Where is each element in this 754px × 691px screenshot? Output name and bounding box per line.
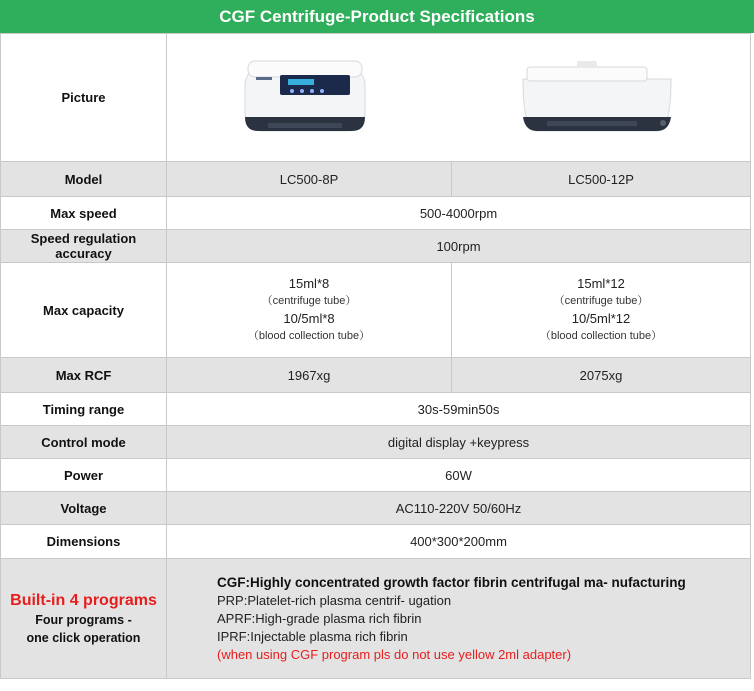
centrifuge-lc500-12p-image — [517, 53, 677, 143]
capacity-line: （blood collection tube） — [247, 330, 371, 342]
row-label: Max speed — [1, 197, 167, 230]
capacity-line: 10/5ml*12 — [571, 311, 631, 326]
program-warning: (when using CGF program pls do not use yellow 2ml adapter) — [217, 646, 572, 662]
row-programs — [1, 559, 751, 679]
product-pictures — [167, 34, 751, 162]
spec-table — [0, 33, 751, 679]
row-label: Dimensions — [1, 525, 167, 559]
capacity-line: （centrifuge tube） — [553, 295, 649, 307]
control-value: digital display +keypress — [167, 426, 751, 459]
row-label: Voltage — [1, 492, 167, 525]
rcf-lc500-8p: 1967xg — [167, 358, 452, 393]
row-dimensions — [1, 525, 751, 559]
capacity-line: 15ml*8 — [288, 276, 330, 291]
programs-list — [167, 559, 751, 679]
model-lc500-8p: LC500-8P — [167, 162, 452, 197]
programs-heading: Built-in 4 programs — [10, 591, 157, 609]
row-max-speed — [1, 197, 751, 230]
row-label: Max RCF — [1, 358, 167, 393]
row-voltage — [1, 492, 751, 525]
program-aprf: APRF:High-grade plasma rich fibrin — [217, 610, 422, 626]
model-lc500-12p: LC500-12P — [452, 162, 751, 197]
capacity-line: （blood collection tube） — [539, 330, 663, 342]
capacity-line: 15ml*12 — [577, 276, 625, 291]
max-speed-value: 500-4000rpm — [167, 197, 751, 230]
row-label: Control mode — [1, 426, 167, 459]
page-title: CGF Centrifuge-Product Specifications — [0, 0, 754, 33]
row-label: Power — [1, 459, 167, 492]
centrifuge-lc500-8p-image — [240, 53, 370, 143]
row-control — [1, 426, 751, 459]
capacity-line: 10/5ml*8 — [283, 311, 335, 326]
dimensions-value: 400*300*200mm — [167, 525, 751, 559]
row-label: Max capacity — [1, 263, 167, 358]
row-model — [1, 162, 751, 197]
row-label: Model — [1, 162, 167, 197]
programs-subtitle: Four programs - — [35, 612, 132, 627]
program-cgf: CGF:Highly concentrated growth factor fibrin centrifugal ma- nufacturing — [217, 574, 686, 590]
capacity-lc500-12p — [452, 263, 751, 358]
row-label: Timing range — [1, 393, 167, 426]
row-max-capacity — [1, 263, 751, 358]
row-max-rcf — [1, 358, 751, 393]
power-value: 60W — [167, 459, 751, 492]
row-label: Speed regulation accuracy — [1, 230, 167, 263]
programs-label — [1, 559, 167, 679]
program-prp: PRP:Platelet-rich plasma centrif- ugation — [217, 592, 452, 608]
speed-accuracy-value: 100rpm — [167, 230, 751, 263]
row-label: Picture — [1, 34, 167, 162]
row-speed-accuracy — [1, 230, 751, 263]
row-power — [1, 459, 751, 492]
row-timing — [1, 393, 751, 426]
capacity-lc500-8p — [167, 263, 452, 358]
program-iprf: IPRF:Injectable plasma rich fibrin — [217, 628, 408, 644]
programs-subtitle: one click operation — [26, 630, 141, 645]
capacity-line: （centrifuge tube） — [261, 295, 357, 307]
voltage-value: AC110-220V 50/60Hz — [167, 492, 751, 525]
row-picture — [1, 34, 751, 162]
rcf-lc500-12p: 2075xg — [452, 358, 751, 393]
timing-value: 30s-59min50s — [167, 393, 751, 426]
